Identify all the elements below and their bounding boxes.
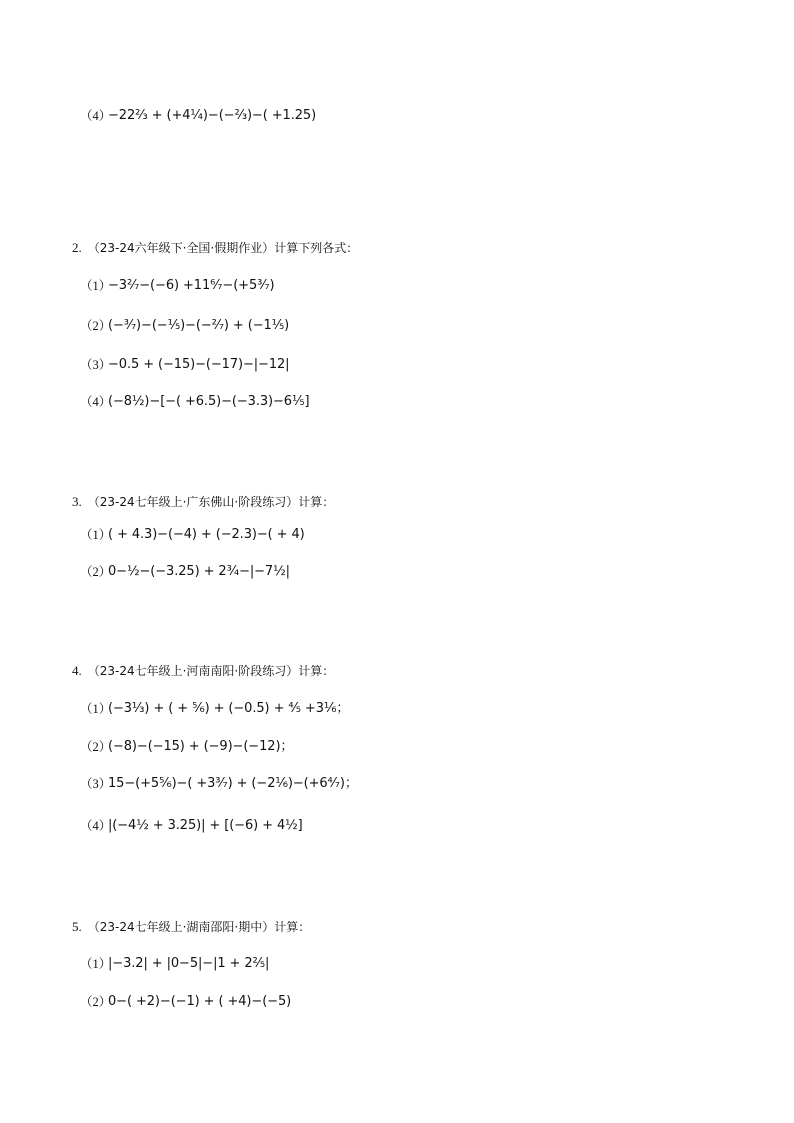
q2-heading	[72, 239, 358, 257]
math-expression: −22⅔ + (+4¼)−(−⅔)−( +1.25)	[108, 108, 317, 123]
q2-item-1	[80, 277, 274, 295]
math-expression: −3²⁄₇−(−6) +11⁶⁄₇−(+5³⁄₇)	[108, 278, 275, 293]
q4-item-1	[80, 700, 349, 718]
item-label: （2）	[80, 319, 112, 333]
item-label: （1）	[80, 279, 112, 293]
q2-item-2	[80, 317, 289, 335]
math-expression: 0−½−(−3.25) + 2¾−|−7½|	[108, 564, 290, 579]
q5-item-1	[80, 955, 269, 973]
item-label: （2）	[80, 565, 112, 579]
q4-item-2	[80, 738, 293, 756]
item-label: （1）	[80, 702, 112, 716]
q4-item-4	[80, 817, 303, 835]
math-expression: (−³⁄₇)−(−⅕)−(−²⁄₇) + (−1⅕)	[108, 318, 290, 333]
math-expression: ( + 4.3)−(−4) + (−2.3)−( + 4)	[108, 527, 305, 542]
q4-item-3	[80, 775, 358, 793]
q5-item-2	[80, 993, 291, 1011]
question-title: （23-24六年级下·全国·假期作业）计算下列各式：	[87, 241, 359, 255]
question-number: 3.	[72, 494, 82, 509]
item-label: （4）	[80, 819, 112, 833]
item-label: （4）	[80, 395, 112, 409]
item-label: （1）	[80, 957, 112, 971]
item-label: （2）	[80, 740, 112, 754]
item-label: （3）	[80, 777, 112, 791]
q3-heading	[72, 493, 334, 511]
math-expression: (−8)−(−15) + (−9)−(−12)；	[108, 739, 294, 754]
math-expression: −0.5 + (−15)−(−17)−|−12|	[108, 357, 290, 372]
item-label: （2）	[80, 995, 112, 1009]
math-expression: 0−( +2)−(−1) + ( +4)−(−5)	[108, 994, 292, 1009]
math-expression: |(−4½ + 3.25)| + [(−6) + 4½]	[108, 818, 303, 833]
math-expression: (−8½)−[−( +6.5)−(−3.3)−6⅕]	[108, 394, 310, 409]
question-number: 5.	[72, 919, 82, 934]
question-title: （23-24七年级上·河南南阳·阶段练习）计算：	[87, 664, 335, 678]
q3-item-1	[80, 526, 305, 544]
item-label: （3）	[80, 358, 112, 372]
question-number: 4.	[72, 663, 82, 678]
question-title: （23-24七年级上·广东佛山·阶段练习）计算：	[87, 495, 335, 509]
math-expression: |−3.2| + |0−5|−|1 + 2⅖|	[108, 956, 270, 971]
q4-heading	[72, 662, 334, 680]
math-expression: 15−(+5⅚)−( +3³⁄₇) + (−2⅙)−(+6⁴⁄₇)；	[108, 776, 358, 791]
q1-item-4	[80, 107, 316, 125]
item-label: （1）	[80, 528, 112, 542]
q5-heading	[72, 918, 310, 936]
q3-item-2	[80, 563, 290, 581]
math-expression: (−3⅓) + ( + ⅚) + (−0.5) + ⅘ +3⅙；	[108, 701, 350, 716]
item-label: （4）	[80, 109, 112, 123]
q2-item-3	[80, 356, 289, 374]
question-title: （23-24七年级上·湖南邵阳·期中）计算：	[87, 920, 311, 934]
question-number: 2.	[72, 240, 82, 255]
q2-item-4	[80, 393, 309, 411]
